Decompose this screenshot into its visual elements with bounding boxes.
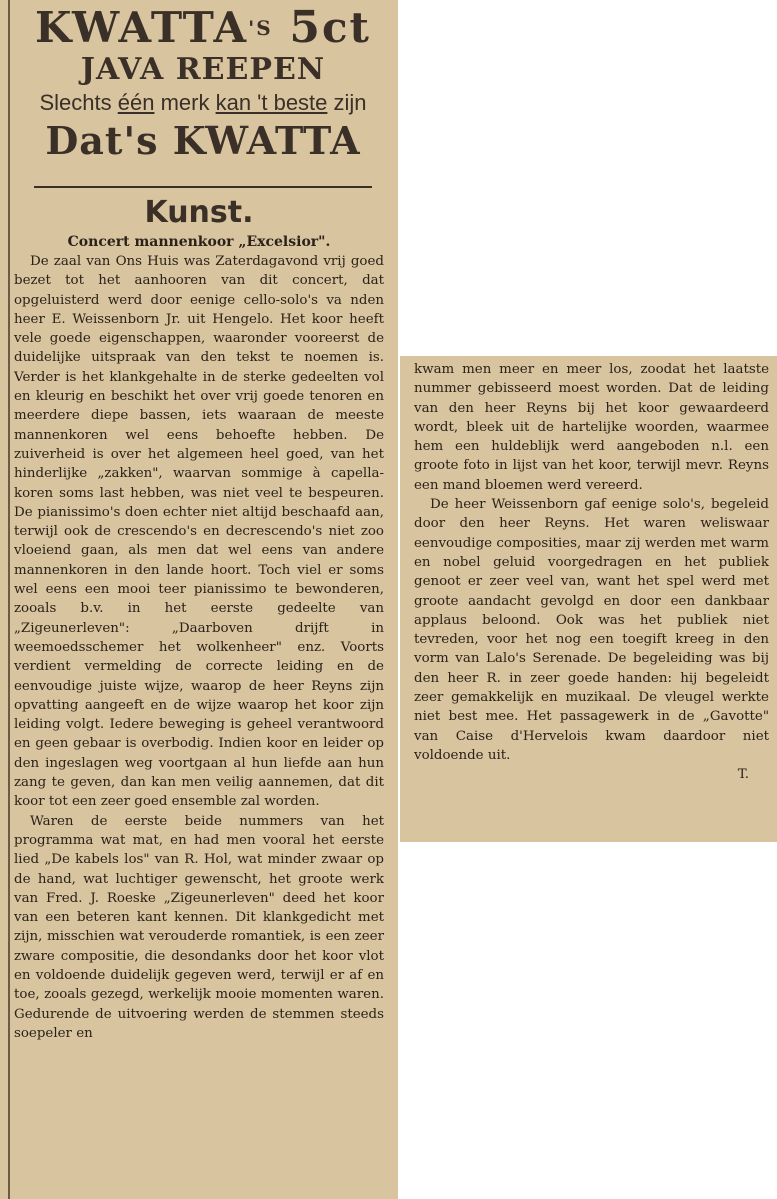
article-paragraph: kwam men meer en meer los, zoodat het laatste nummer gebisseerd moest worden. Dat de leiding van den heer Reyns bij het koor gewaardeerd wordt, bleek uit de hartelijke woorden, waarmee hem een huldeblijk werd aangeboden n.l. een groote foto in lijst van het koor, terwijl mevr. Reyns een mand bloemen werd vereerd. <box>414 362 769 493</box>
ad-slogan-part: Slechts <box>39 90 118 115</box>
ad-slogan-part: zijn <box>327 90 367 115</box>
article-paragraph: De heer Weissenborn gaf eenige solo's, begeleid door den heer Reyns. Het waren weliswaar eenvoudige composities, maar zij werden met warm en nobel geluid voorgedragen en het publiek genoot er zeer veel van, want het spel werd met groote aandacht gevolgd en door een dankbaar applaus beloond. Ook was het publiek niet tevreden, voor het nog een toegift kreeg in den vorm van Lalo's Serenade. De begeleiding was bij den heer R. in zeer goede handen: hij begeleidt zeer gemakkelijk en muzikaal. De vleugel werkte niet best mee. Het passagewerk in de „Gavotte" van Caise d'Hervelois kwam daardoor niet voldoende uit. <box>414 497 769 763</box>
article-paragraph: Waren de eerste beide nummers van het programma wat mat, en had men vooral het eerste lied „De kabels los" van R. Hol, wat minder zwaar op de hand, wat luchtiger gewenscht, het groote werk van Fred. J. Roeske „Zigeunerleven" deed het koor van een beteren kant kennen. Dit klankgedicht met zijn, misschien wat verouderde romantiek, is een zeer zware compositie, die desondanks door het koor vlot en voldoende duidelijk gegeven werd, terwijl er af en toe, zooals gezegd, werkelijk mooie momenten waren. Gedurende de uitvoering werden de stemmen steeds soepeler en <box>14 813 384 1041</box>
ad-brand-line <box>34 4 372 52</box>
ad-brand: KWATTA <box>35 3 249 52</box>
ad-slogan <box>34 88 372 118</box>
ad-price: 5 <box>289 2 322 53</box>
column-rule <box>8 0 10 1199</box>
author-signature: T. <box>737 767 749 783</box>
ad-slogan-part: merk <box>154 90 216 115</box>
article-title: Concert mannenkoor „Excelsior". <box>67 234 331 250</box>
section-heading: Kunst. <box>144 195 254 230</box>
newspaper-clipping-right <box>400 356 777 842</box>
article-body-right <box>414 360 769 785</box>
ad-tagline: Dat's KWATTA <box>45 118 361 163</box>
kwatta-advertisement <box>34 0 372 188</box>
article-paragraph: De zaal van Ons Huis was Zaterdagavond vrij goed bezet tot het aanhooren van dit concert, dat opgeluisterd werd door eenige cello-solo's va nden heer E. Weissenborn Jr. uit Hengelo. Het koor heeft vele goede eigenschappen, waaronder vooreerst de duidelijke uitspraak van den tekst te noemen is. Verder is het klankgehalte in de sterke gedeelten vol en kleurig en beschikt het over vrij goede tenoren en meerdere diepe bassen, iets waaraan de meeste mannenkoren wel eens behoefte hebben. De zuiverheid is over het algemeen heel goed, van het hinderlijke „zakken", waarvan sommige à capella-koren soms last hebben, was niet veel te bespeuren. De pianissimo's doen echter niet altijd beschaafd aan, terwijl ook de crescendo's en decrescendo's niet zoo vloeiend gaan, als men dat wel eens van andere mannenkoren in den lande hoort. Toch viel er soms wel eens een mooi teer pianissimo te bewonderen, zooals b.v. in het eerste gedeelte van „Zigeunerleven": „Daarboven drijft in weemoedsschemer het wolkenheer" enz. Voorts verdient vermelding de correcte leiding en de eenvoudige juiste wijze, waarop de heer Reyns zijn opvatting aangeeft en de wijze waarop het koor zijn leiding volgt. Iedere beweging is geheel verantwoord en geen gebaar is overbodig. Indien koor en leider op den ingeslagen weg voortgaan al hun liefde aan hun zang te geven, dan kan men veilig aannemen, dat dit koor tot een zeer goed ensemble zal worden. <box>14 254 384 810</box>
ad-brand-suffix: 'S <box>248 16 273 40</box>
article-body-left <box>14 252 384 1043</box>
ad-slogan-kan: kan 't beste <box>215 90 328 115</box>
ad-slogan-een: één <box>117 90 155 115</box>
ad-price-unit: ct <box>321 3 371 52</box>
ad-product: JAVA REEPEN <box>80 52 326 87</box>
